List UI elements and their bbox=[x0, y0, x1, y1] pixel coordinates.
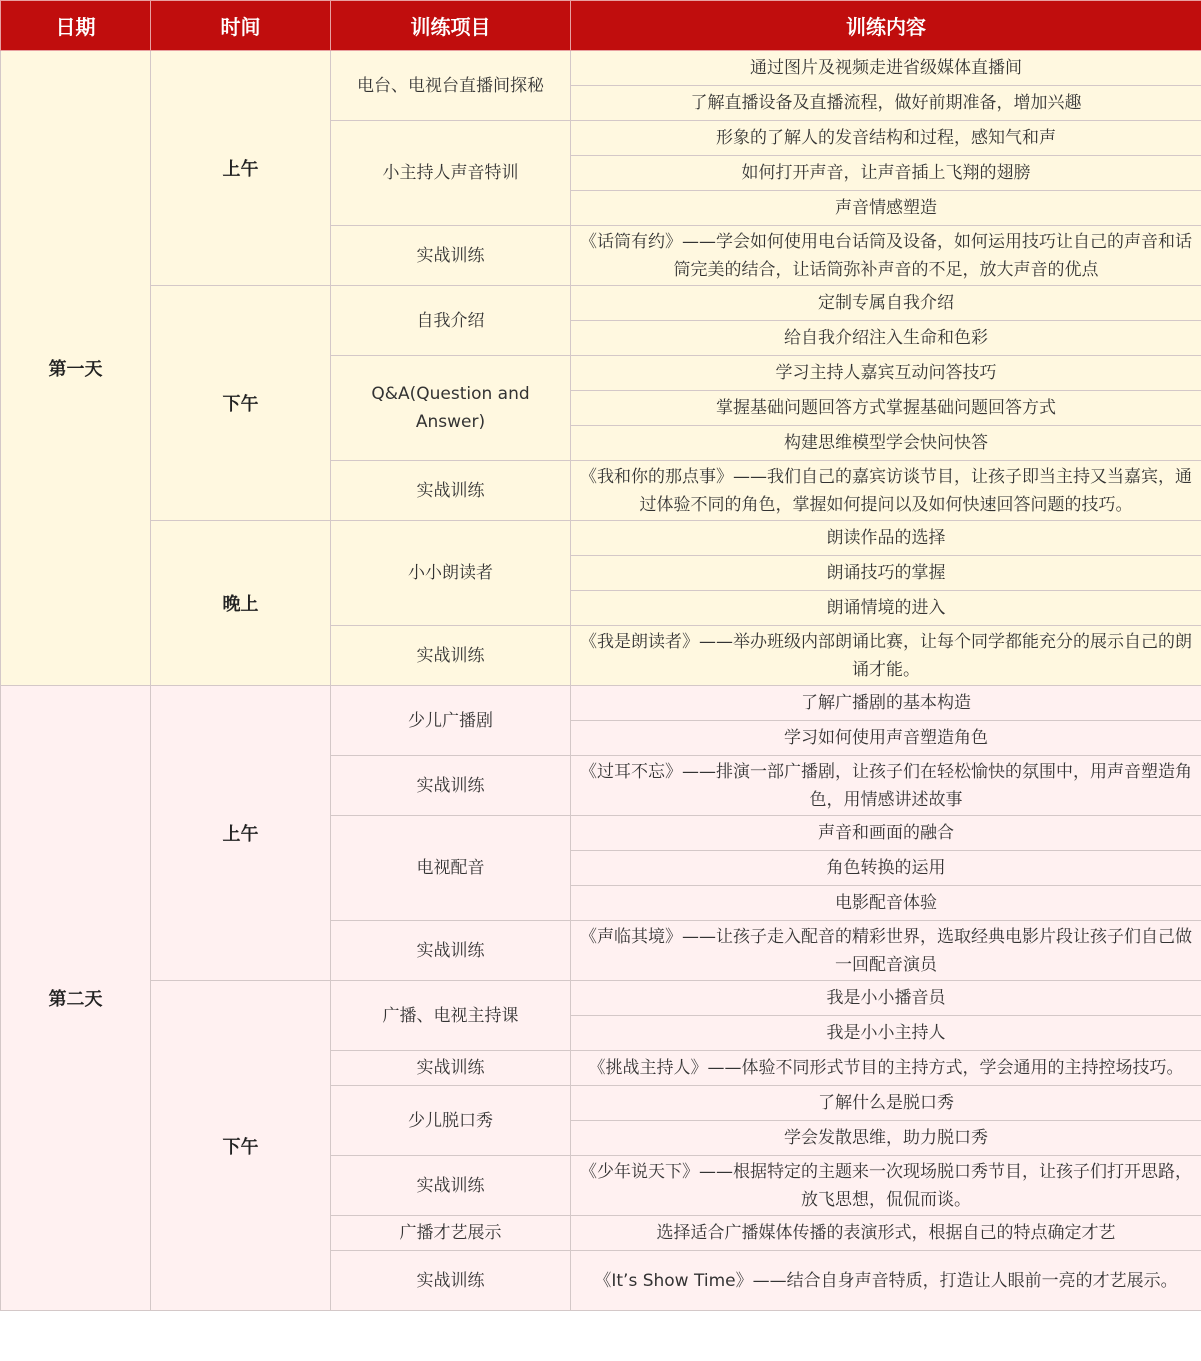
header-time: 时间 bbox=[151, 1, 331, 51]
training-content: 学习如何使用声音塑造角色 bbox=[571, 721, 1201, 756]
training-content: 《话筒有约》——学会如何使用电台话筒及设备，如何运用技巧让自己的声音和话筒完美的结合，让话筒弥补声音的不足，放大声音的优点 bbox=[571, 226, 1201, 286]
training-content: 定制专属自我介绍 bbox=[571, 286, 1201, 321]
training-project: 实战训练 bbox=[331, 921, 571, 981]
period-label: 上午 bbox=[151, 686, 331, 981]
training-content: 《挑战主持人》——体验不同形式节目的主持方式，学会通用的主持控场技巧。 bbox=[571, 1051, 1201, 1086]
training-content: 构建思维模型学会快问快答 bbox=[571, 426, 1201, 461]
training-content: 如何打开声音，让声音插上飞翔的翅膀 bbox=[571, 156, 1201, 191]
training-project: 电视配音 bbox=[331, 816, 571, 921]
training-content: 《少年说天下》——根据特定的主题来一次现场脱口秀节目，让孩子们打开思路，放飞思想，侃侃而谈。 bbox=[571, 1156, 1201, 1216]
training-project: 电台、电视台直播间探秘 bbox=[331, 51, 571, 121]
training-content: 《It’s Show Time》——结合自身声音特质，打造让人眼前一亮的才艺展示。 bbox=[571, 1251, 1201, 1311]
training-project: 小小朗读者 bbox=[331, 521, 571, 626]
training-project: 实战训练 bbox=[331, 1156, 571, 1216]
training-content: 朗诵情境的进入 bbox=[571, 591, 1201, 626]
training-content: 角色转换的运用 bbox=[571, 851, 1201, 886]
training-content: 掌握基础问题回答方式掌握基础问题回答方式 bbox=[571, 391, 1201, 426]
table-row bbox=[1, 286, 1201, 321]
training-project: 实战训练 bbox=[331, 226, 571, 286]
training-project: 小主持人声音特训 bbox=[331, 121, 571, 226]
training-project: 实战训练 bbox=[331, 461, 571, 521]
training-content: 《我和你的那点事》——我们自己的嘉宾访谈节目，让孩子即当主持又当嘉宾，通过体验不同的角色，掌握如何提问以及如何快速回答问题的技巧。 bbox=[571, 461, 1201, 521]
training-content: 了解直播设备及直播流程，做好前期准备，增加兴趣 bbox=[571, 86, 1201, 121]
training-content: 形象的了解人的发音结构和过程，感知气和声 bbox=[571, 121, 1201, 156]
training-project: 实战训练 bbox=[331, 1251, 571, 1311]
training-project: Q&A(Question and Answer) bbox=[331, 356, 571, 461]
training-content: 《我是朗读者》——举办班级内部朗诵比赛，让每个同学都能充分的展示自己的朗诵才能。 bbox=[571, 626, 1201, 686]
training-project: 少儿脱口秀 bbox=[331, 1086, 571, 1156]
training-content: 给自我介绍注入生命和色彩 bbox=[571, 321, 1201, 356]
day-one-section bbox=[1, 51, 1201, 686]
training-content: 学会发散思维，助力脱口秀 bbox=[571, 1121, 1201, 1156]
training-project: 广播才艺展示 bbox=[331, 1216, 571, 1251]
table-row bbox=[1, 51, 1201, 86]
training-content: 《声临其境》——让孩子走入配音的精彩世界，选取经典电影片段让孩子们自己做一回配音演员 bbox=[571, 921, 1201, 981]
training-project: 实战训练 bbox=[331, 756, 571, 816]
training-content: 了解广播剧的基本构造 bbox=[571, 686, 1201, 721]
training-content: 声音情感塑造 bbox=[571, 191, 1201, 226]
table-row bbox=[1, 981, 1201, 1016]
header-project: 训练项目 bbox=[331, 1, 571, 51]
training-content: 朗诵技巧的掌握 bbox=[571, 556, 1201, 591]
header-content: 训练内容 bbox=[571, 1, 1201, 51]
training-content: 学习主持人嘉宾互动问答技巧 bbox=[571, 356, 1201, 391]
training-project: 少儿广播剧 bbox=[331, 686, 571, 756]
period-label: 上午 bbox=[151, 51, 331, 286]
period-label: 晚上 bbox=[151, 521, 331, 686]
training-project: 实战训练 bbox=[331, 626, 571, 686]
training-content: 了解什么是脱口秀 bbox=[571, 1086, 1201, 1121]
day-label: 第二天 bbox=[1, 686, 151, 1311]
table-row bbox=[1, 686, 1201, 721]
training-project: 广播、电视主持课 bbox=[331, 981, 571, 1051]
training-project: 自我介绍 bbox=[331, 286, 571, 356]
day-label: 第一天 bbox=[1, 51, 151, 686]
training-content: 我是小小主持人 bbox=[571, 1016, 1201, 1051]
header-date: 日期 bbox=[1, 1, 151, 51]
training-content: 选择适合广播媒体传播的表演形式，根据自己的特点确定才艺 bbox=[571, 1216, 1201, 1251]
training-content: 我是小小播音员 bbox=[571, 981, 1201, 1016]
training-content: 电影配音体验 bbox=[571, 886, 1201, 921]
table-row bbox=[1, 521, 1201, 556]
training-content: 通过图片及视频走进省级媒体直播间 bbox=[571, 51, 1201, 86]
training-content: 声音和画面的融合 bbox=[571, 816, 1201, 851]
period-label: 下午 bbox=[151, 981, 331, 1311]
training-content: 《过耳不忘》——排演一部广播剧，让孩子们在轻松愉快的氛围中，用声音塑造角色，用情感讲述故事 bbox=[571, 756, 1201, 816]
header-row bbox=[1, 1, 1201, 51]
training-content: 朗读作品的选择 bbox=[571, 521, 1201, 556]
day-two-section bbox=[1, 686, 1201, 1311]
period-label: 下午 bbox=[151, 286, 331, 521]
training-project: 实战训练 bbox=[331, 1051, 571, 1086]
